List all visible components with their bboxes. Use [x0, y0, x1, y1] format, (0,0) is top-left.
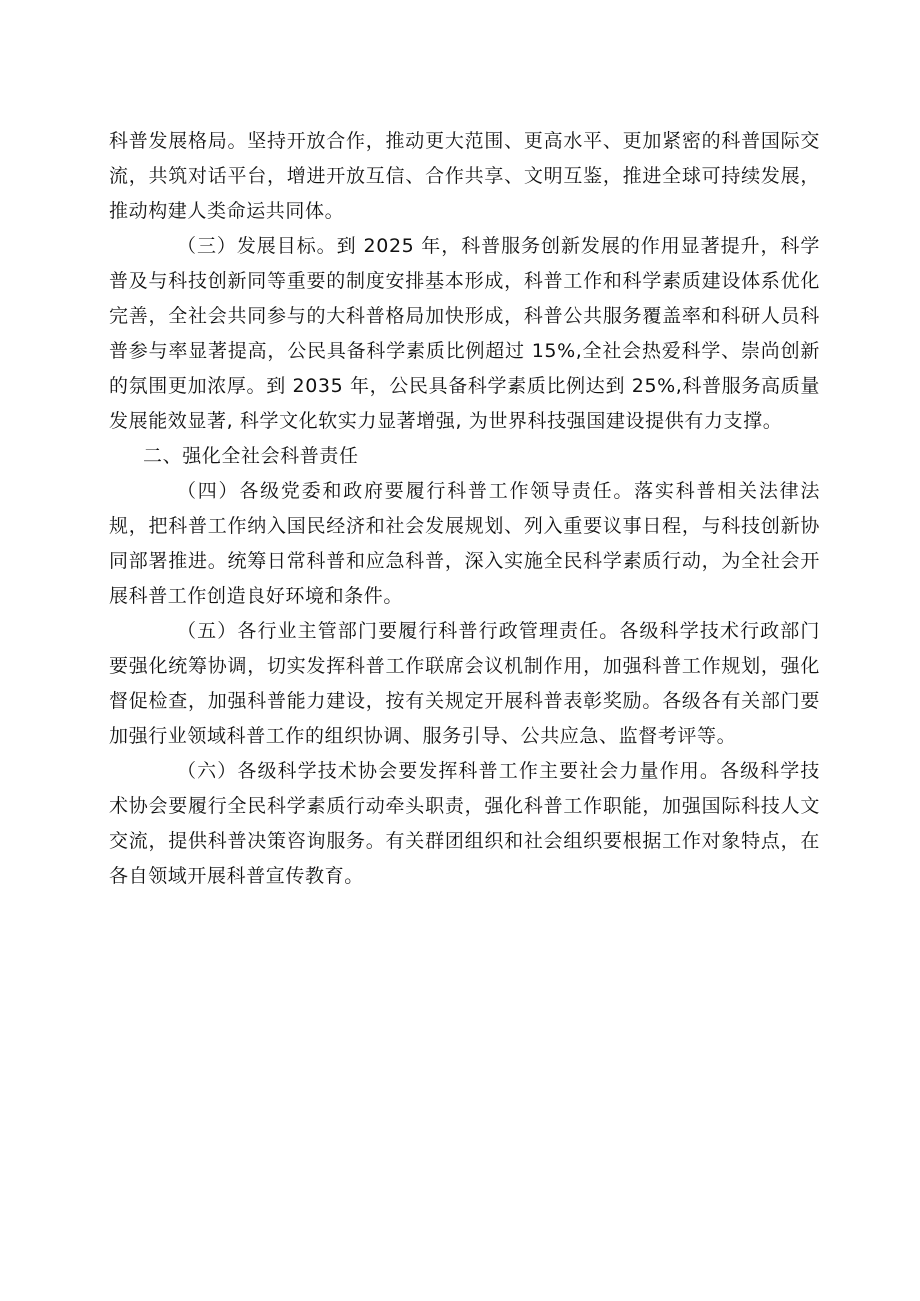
document-body — [109, 124, 820, 894]
paragraph-industry-department-responsibility: （五）各行业主管部门要履行科普行政管理责任。各级科学技术行政部门要强化统筹协调，切实发挥科普工作联席会议机制作用，加强科普工作规划，强化督促检查，加强科普能力建设，按有关规定开展科普表彰奖励。各级各有关部门要加强行业领域科普工作的组织协调、服务引导、公共应急、监督考评等。 — [109, 620, 820, 747]
paragraph-continuation: 科普发展格局。坚持开放合作，推动更大范围、更高水平、更加紧密的科普国际交流，共筑对话平台，增进开放互信、合作共享、文明互鉴，推进全球可持续发展，推动构建人类命运共同体。 — [109, 130, 820, 222]
paragraph-science-association-role: （六）各级科学技术协会要发挥科普工作主要社会力量作用。各级科学技术协会要履行全民科学素质行动牵头职责，强化科普工作职能，加强国际科技人文交流，提供科普决策咨询服务。有关群团组织和社会组织要根据工作对象特点，在各自领域开展科普宣传教育。 — [109, 760, 820, 887]
section-heading: 二、强化全社会科普责任 — [143, 445, 359, 467]
paragraph-development-goals: （三）发展目标。到 2025 年，科普服务创新发展的作用显著提升，科学普及与科技创新同等重要的制度安排基本形成，科普工作和科学素质建设体系优化完善，全社会共同参与的大科普格局加快形成，科普公共服务覆盖率和科研人员科普参与率显著提高，公民具备科学素质比例超过 15%,全社会热爱科学、崇尚创新的氛围更加浓厚。到 2035 年，公民具备科学素质比例达到 25%,科普服务高质量发展能效显著, 科学文化软实力显著增强, 为世界科技强国建设提供有力支撑。 — [109, 235, 820, 432]
paragraph-party-government-responsibility: （四）各级党委和政府要履行科普工作领导责任。落实科普相关法律法规，把科普工作纳入国民经济和社会发展规划、列入重要议事日程，与科技创新协同部署推进。统筹日常科普和应急科普，深入实施全民科学素质行动，为全社会开展科普工作创造良好环境和条件。 — [109, 480, 820, 607]
